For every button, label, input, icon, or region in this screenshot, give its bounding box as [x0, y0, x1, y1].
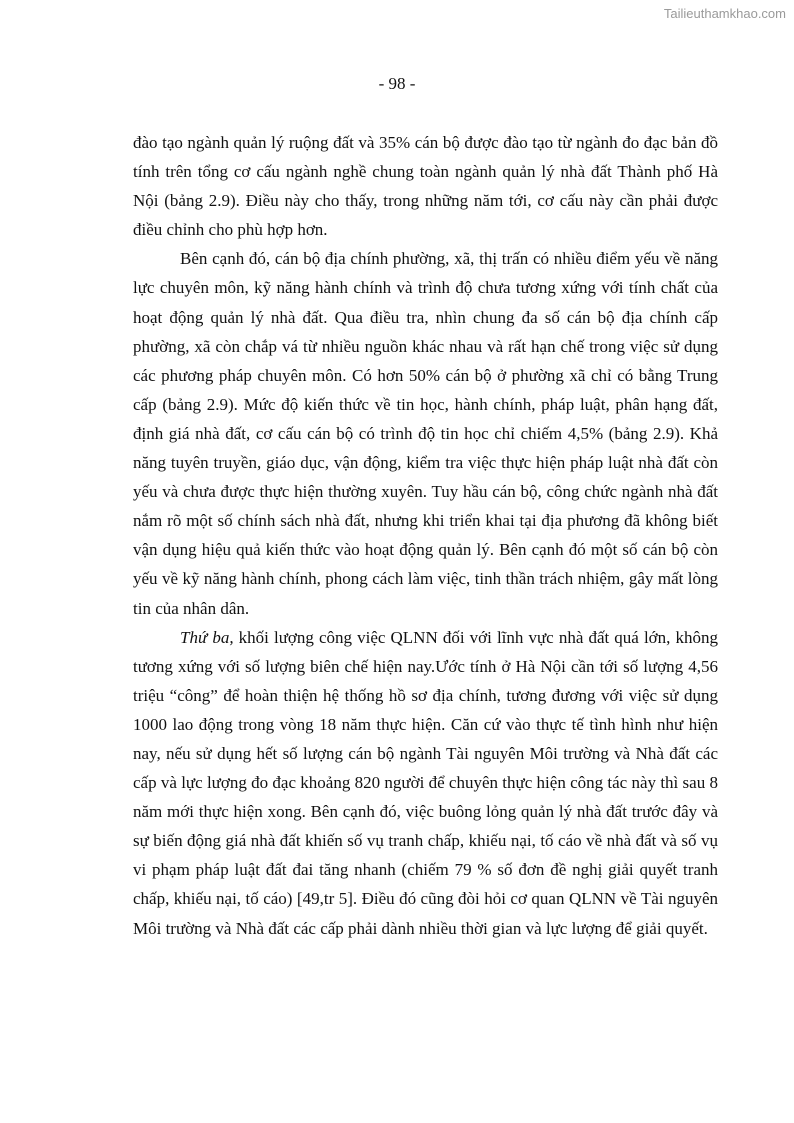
watermark: Tailieuthamkhao.com: [663, 6, 786, 21]
paragraph-3-lead: Thứ ba,: [180, 627, 234, 647]
paragraph-2: Bên cạnh đó, cán bộ địa chính phường, xã, thị trấn có nhiều điểm yếu về năng lực chuyên môn, kỹ năng hành chính và trình độ chưa tương xứng với tính chất của hoạt động quản lý nhà đất. Qua điều tra, nhìn chung đa số cán bộ địa chính cấp phường, xã còn chắp vá từ nhiều nguồn khác nhau và rất hạn chế trong việc sử dụng các phương pháp chuyên môn. Có hơn 50% cán bộ ở phường xã chỉ có bằng Trung cấp (bảng 2.9). Mức độ kiến thức về tin học, hành chính, pháp luật, phân hạng đất, định giá nhà đất, cơ cấu cán bộ có trình độ tin học chỉ chiếm 4,5% (bảng 2.9). Khả năng tuyên truyền, giáo dục, vận động, kiểm tra việc thực hiện pháp luật nhà đất còn yếu và chưa được thực hiện thường xuyên. Tuy hầu cán bộ, công chức ngành nhà đất nắm rõ một số chính sách nhà đất, nhưng khi triển khai tại địa phương đã không biết vận dụng hiệu quả kiến thức vào hoạt động quản lý. Bên cạnh đó một số cán bộ còn yếu về kỹ năng hành chính, phong cách làm việc, tinh thần trách nhiệm, gây mất lòng tin của nhân dân.: [133, 249, 718, 618]
paragraph-3-text: khối lượng công việc QLNN đối với lĩnh vực nhà đất quá lớn, không tương xứng với số lượng biên chế hiện nay.Ước tính ở Hà Nội cần tới số lượng 4,56 triệu “công” để hoàn thiện hệ thống hồ sơ địa chính, tương đương với việc sử dụng 1000 lao động trong vòng 18 năm thực hiện. Căn cứ vào thực tế tình hình như hiện nay, nếu sử dụng hết số lượng cán bộ ngành Tài nguyên Môi trường và Nhà đất các cấp và lực lượng đo đạc khoảng 820 người để chuyên thực hiện công tác này thì sau 8 năm mới thực hiện xong. Bên cạnh đó, việc buông lỏng quản lý nhà đất trước đây và sự biến động giá nhà đất khiến số vụ tranh chấp, khiếu nại, tố cáo về nhà đất và số vụ vi phạm pháp luật đất đai tăng nhanh (chiếm 79 % số đơn đề nghị giải quyết tranh chấp, khiếu nại, tố cáo) [49,tr 5]. Điều đó cũng đòi hỏi cơ quan QLNN về Tài nguyên Môi trường và Nhà đất các cấp phải dành nhiều thời gian và lực lượng để giải quyết.: [133, 627, 718, 938]
paragraph-3: [133, 623, 718, 943]
page-number: - 98 -: [378, 74, 416, 93]
paragraph-1: đào tạo ngành quản lý ruộng đất và 35% cán bộ được đào tạo từ ngành đo đạc bản đồ tính trên tổng cơ cấu ngành nghề chung toàn ngành quản lý nhà đất Thành phố Hà Nội (bảng 2.9). Điều này cho thấy, trong những năm tới, cơ cấu này cần phải được điều chỉnh cho phù hợp hơn.: [133, 133, 718, 240]
document-body: [133, 128, 718, 943]
